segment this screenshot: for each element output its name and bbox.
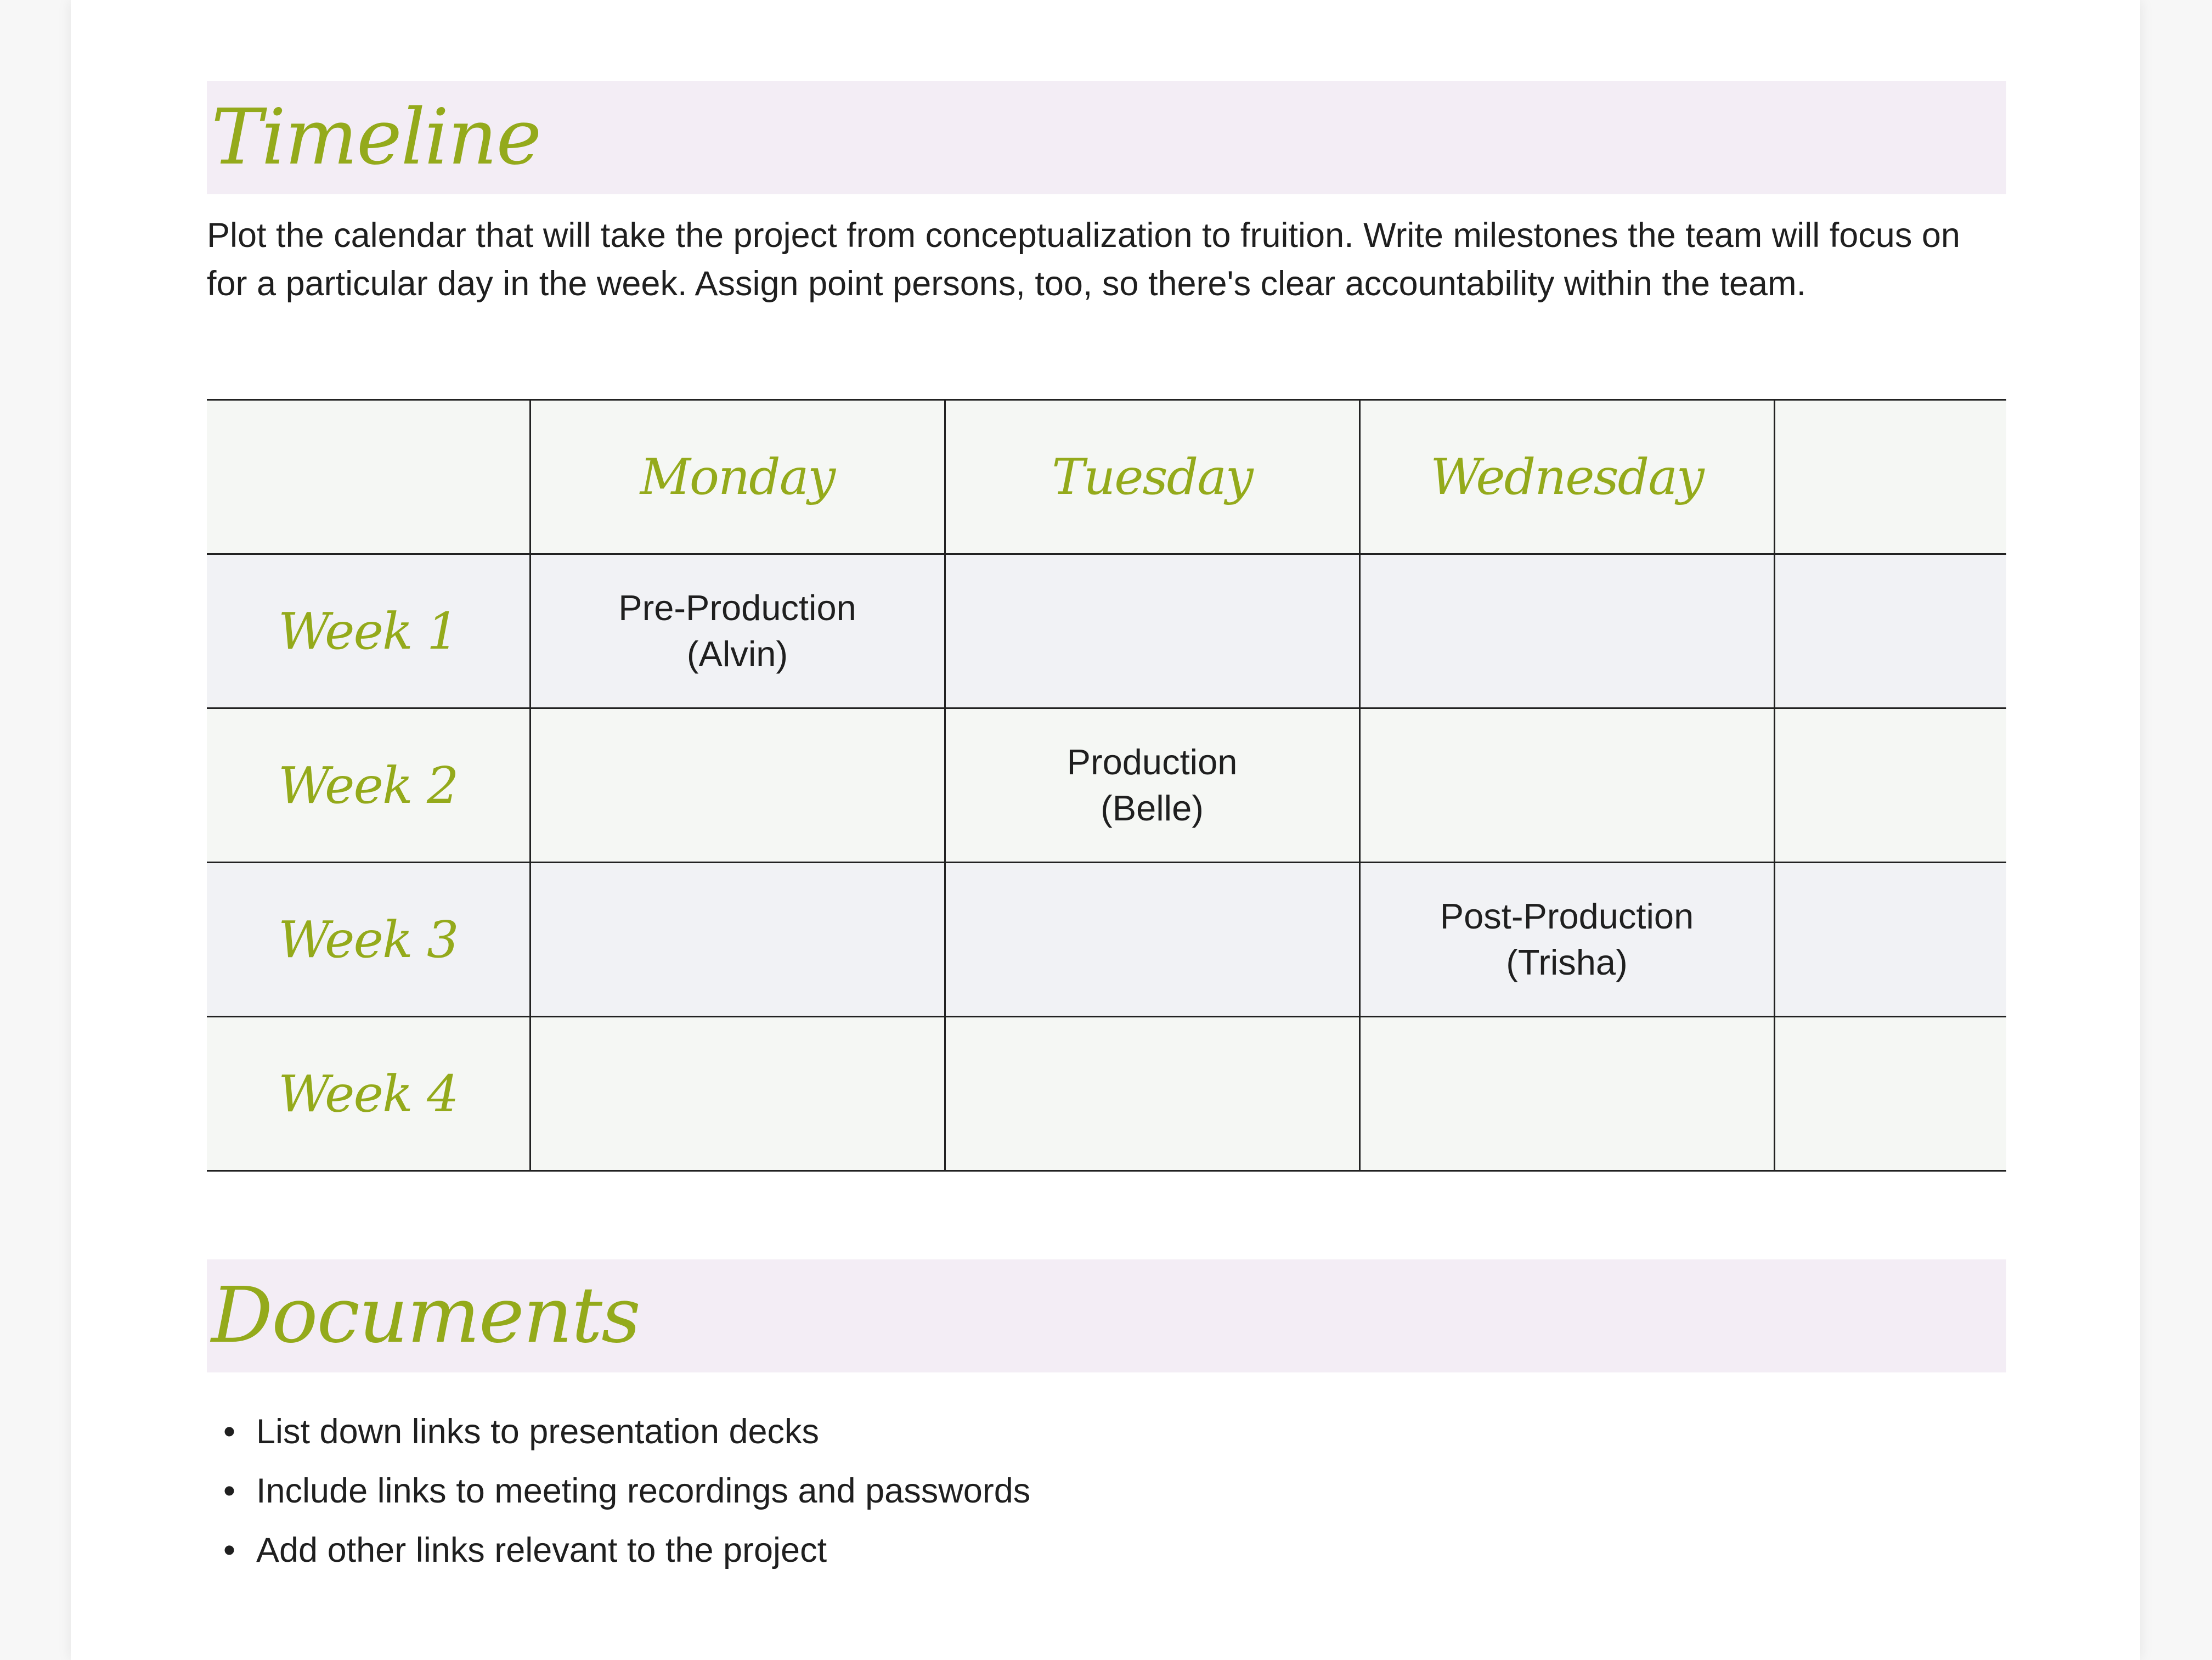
week-label: Week 4	[278, 1064, 458, 1123]
task-text: Pre-Production	[618, 588, 856, 628]
table-row	[207, 863, 2006, 1017]
bullet-icon: •	[223, 1472, 236, 1510]
documents-title: Documents	[211, 1271, 640, 1360]
table-cell	[945, 554, 1359, 708]
timeline-heading-band	[207, 81, 2006, 194]
table-cell	[1774, 554, 2006, 708]
list-item-text: Add other links relevant to the project	[256, 1531, 827, 1569]
week-cell	[207, 1017, 530, 1171]
list-item-text: List down links to presentation decks	[256, 1413, 820, 1451]
header-monday	[530, 400, 945, 554]
owner-text: (Trisha)	[1506, 942, 1628, 982]
table-cell	[530, 708, 945, 863]
table-row	[207, 1017, 2006, 1171]
table-cell	[1774, 863, 2006, 1017]
list-item-text: Include links to meeting recordings and passwords	[256, 1472, 1031, 1510]
header-wednesday	[1359, 400, 1774, 554]
owner-text: (Belle)	[1101, 788, 1204, 828]
week-label: Week 3	[278, 910, 458, 969]
bullet-icon: •	[223, 1413, 236, 1451]
table-cell	[530, 1017, 945, 1171]
documents-heading-band	[207, 1259, 2006, 1372]
week-label: Week 1	[278, 601, 458, 661]
list-item	[207, 1461, 1030, 1521]
table-cell	[1359, 1017, 1774, 1171]
bullet-icon: •	[223, 1531, 236, 1569]
week-label: Week 2	[278, 756, 458, 815]
table-cell	[1359, 863, 1774, 1017]
timeline-description: Plot the calendar that will take the project from conceptualization to fruition. Write milestones the team will focus on for a particular day in the week. Assign point persons, too, so there's clear accountability within the team.	[207, 216, 1960, 303]
day-label: Wednesday	[1430, 448, 1703, 506]
task-text: Production	[1066, 742, 1238, 782]
documents-list	[207, 1402, 1030, 1580]
header-extra-column	[1774, 400, 2006, 554]
table-cell	[1774, 1017, 2006, 1171]
task-text: Post-Production	[1440, 896, 1694, 936]
table-cell	[1359, 554, 1774, 708]
table-cell	[945, 708, 1359, 863]
table-cell	[1359, 708, 1774, 863]
header-tuesday	[945, 400, 1359, 554]
table-cell	[530, 554, 945, 708]
table-header-row	[207, 400, 2006, 554]
table-cell	[945, 863, 1359, 1017]
header-corner-cell	[207, 400, 530, 554]
table-cell	[530, 863, 945, 1017]
day-label: Monday	[640, 448, 835, 506]
week-cell	[207, 863, 530, 1017]
table-row	[207, 708, 2006, 863]
owner-text: (Alvin)	[686, 634, 788, 674]
list-item	[207, 1521, 1030, 1580]
timeline-title: Timeline	[211, 93, 541, 182]
table-cell	[945, 1017, 1359, 1171]
list-item	[207, 1402, 1030, 1461]
table-row	[207, 554, 2006, 708]
day-label: Tuesday	[1052, 448, 1252, 506]
week-cell	[207, 554, 530, 708]
timeline-table	[207, 399, 2006, 1172]
week-cell	[207, 708, 530, 863]
table-cell	[1774, 708, 2006, 863]
document-page	[71, 0, 2140, 1660]
